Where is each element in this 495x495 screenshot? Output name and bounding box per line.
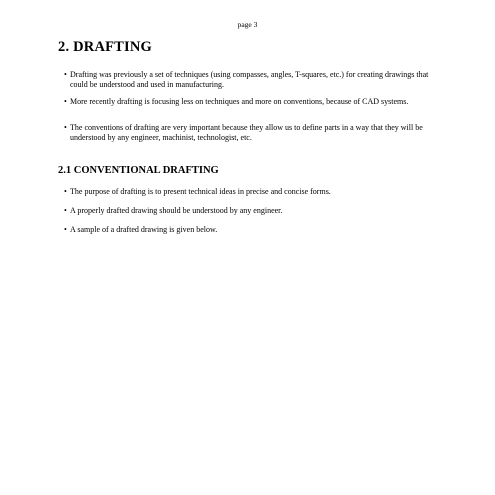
bullet-marker: • (64, 123, 67, 132)
bullet-text: The conventions of drafting are very important because they allow us to define parts in a way that they will be understood by any engineer, machinist, technologist, etc. (70, 123, 423, 142)
bullet-item (58, 206, 448, 216)
bullet-marker: • (64, 225, 67, 234)
bullet-marker: • (64, 206, 67, 215)
bullet-item (58, 123, 448, 143)
bullet-item (58, 70, 448, 90)
section-heading: 2. DRAFTING (58, 39, 153, 55)
bullet-text: More recently drafting is focusing less on techniques and more on conventions, because of CAD systems. (70, 97, 409, 106)
bullet-marker: • (64, 70, 67, 79)
bullet-marker: • (64, 97, 67, 106)
subsection-heading: 2.1 CONVENTIONAL DRAFTING (58, 165, 219, 176)
page-number: page 3 (237, 20, 258, 29)
bullet-item (58, 187, 448, 197)
bullet-text: A properly drafted drawing should be understood by any engineer. (70, 206, 283, 215)
bullet-text: A sample of a drafted drawing is given below. (70, 225, 218, 234)
bullet-text: Drafting was previously a set of techniques (using compasses, angles, T-squares, etc.) for creating drawings that could be understood and used in manufacturing. (70, 70, 429, 89)
bullet-item (58, 97, 448, 107)
bullet-item (58, 225, 448, 235)
bullet-text: The purpose of drafting is to present technical ideas in precise and concise forms. (70, 187, 331, 196)
bullet-marker: • (64, 187, 67, 196)
